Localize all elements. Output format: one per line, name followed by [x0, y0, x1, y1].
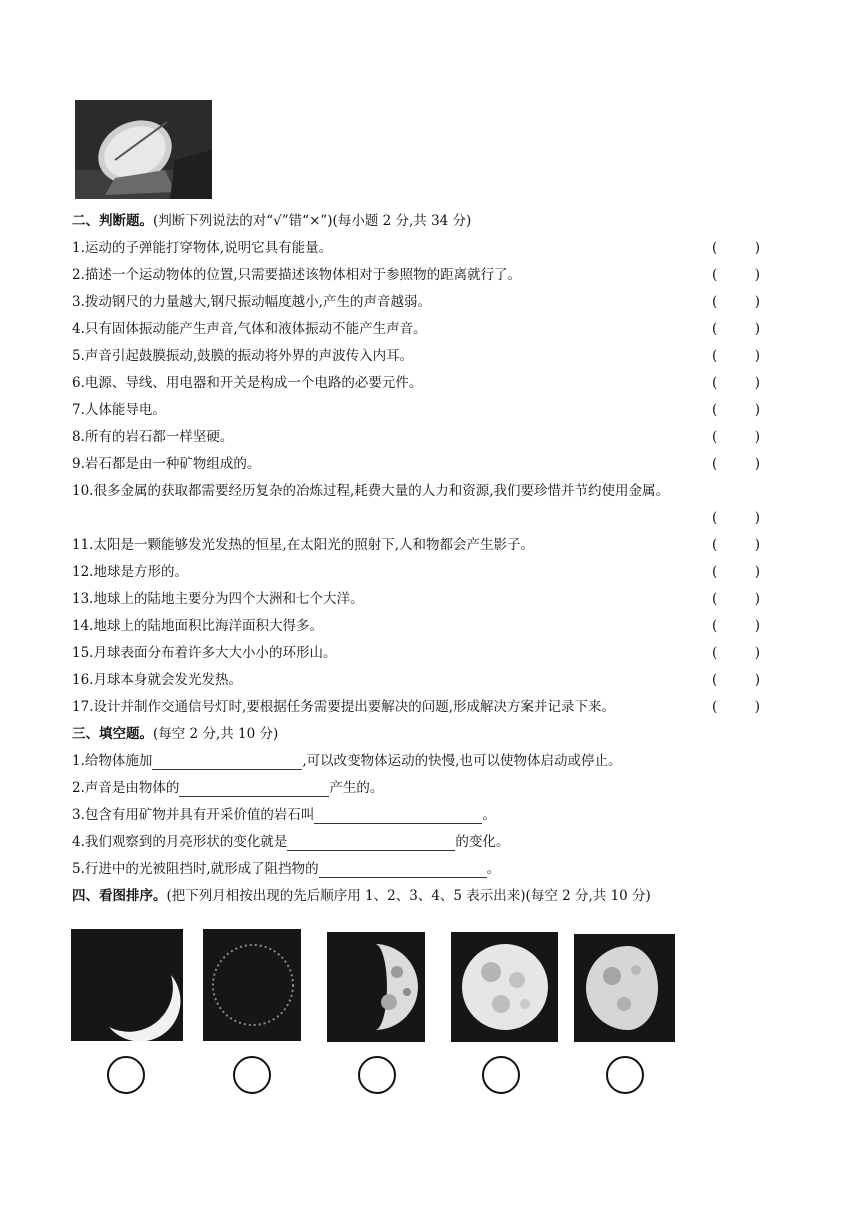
section2-heading: 二、判断题。(判断下列说法的对“√”错“×”)(每小题 2 分,共 34 分): [72, 213, 472, 229]
fill-blank-3[interactable]: [314, 809, 482, 824]
judge-item-14: 14.地球上的陆地面积比海洋面积大得多。: [72, 618, 323, 634]
judge-item-15: 15.月球表面分布着许多大大小小的环形山。: [72, 645, 337, 661]
answer-blank-12[interactable]: ( ): [712, 564, 760, 580]
fill-item-1: 1.给物体施加 ,可以改变物体运动的快慢,也可以使物体启动或停止。: [72, 753, 622, 769]
answer-blank-16[interactable]: ( ): [712, 672, 760, 688]
answer-blank-11[interactable]: ( ): [712, 537, 760, 553]
fill-item-5: 5.行进中的光被阻挡时,就形成了阻挡物的 。: [72, 861, 501, 877]
fill-blank-2[interactable]: [179, 782, 329, 797]
judge-item-8: 8.所有的岩石都一样坚硬。: [72, 429, 234, 445]
section4-heading: 四、看图排序。(把下列月相按出现的先后顺序用 1、2、3、4、5 表示出来)(每空 2 分,共 10 分): [72, 888, 651, 904]
order-circle-1[interactable]: [107, 1056, 145, 1094]
fill-blank-1[interactable]: [152, 755, 302, 770]
judge-item-2: 2.描述一个运动物体的位置,只需要描述该物体相对于参照物的距离就行了。: [72, 267, 522, 283]
judge-item-6: 6.电源、导线、用电器和开关是构成一个电路的必要元件。: [72, 375, 423, 391]
first-quarter-moon-icon: [327, 932, 425, 1042]
answer-blank-8[interactable]: ( ): [712, 429, 760, 445]
answer-blank-14[interactable]: ( ): [712, 618, 760, 634]
judge-item-7: 7.人体能导电。: [72, 402, 166, 418]
order-circle-4[interactable]: [482, 1056, 520, 1094]
answer-blank-7[interactable]: ( ): [712, 402, 760, 418]
waning-gibbous-moon-icon: [574, 934, 675, 1042]
section3-heading: 三、填空题。(每空 2 分,共 10 分): [72, 726, 279, 742]
full-moon-icon: [451, 932, 558, 1042]
judge-item-1: 1.运动的子弹能打穿物体,说明它具有能量。: [72, 240, 333, 256]
answer-blank-13[interactable]: ( ): [712, 591, 760, 607]
fill-blank-5[interactable]: [319, 863, 487, 878]
answer-blank-5[interactable]: ( ): [712, 348, 760, 364]
judge-item-5: 5.声音引起鼓膜振动,鼓膜的振动将外界的声波传入内耳。: [72, 348, 414, 364]
answer-blank-9[interactable]: ( ): [712, 456, 760, 472]
order-circle-3[interactable]: [358, 1056, 396, 1094]
answer-blank-15[interactable]: ( ): [712, 645, 760, 661]
judge-item-4: 4.只有固体振动能产生声音,气体和液体振动不能产生声音。: [72, 321, 427, 337]
answer-blank-2[interactable]: ( ): [712, 267, 760, 283]
order-circle-5[interactable]: [606, 1056, 644, 1094]
fill-item-2: 2.声音是由物体的 产生的。: [72, 780, 384, 796]
order-circle-2[interactable]: [233, 1056, 271, 1094]
answer-blank-6[interactable]: ( ): [712, 375, 760, 391]
judge-item-12: 12.地球是方形的。: [72, 564, 188, 580]
judge-item-16: 16.月球本身就会发光发热。: [72, 672, 242, 688]
answer-blank-1[interactable]: ( ): [712, 240, 760, 256]
judge-item-17: 17.设计并制作交通信号灯时,要根据任务需要提出要解决的问题,形成解决方案并记录下来。: [72, 699, 616, 715]
answer-blank-4[interactable]: ( ): [712, 321, 760, 337]
new-moon-icon: [203, 929, 301, 1041]
waxing-crescent-moon-icon: [71, 929, 183, 1041]
fill-item-4: 4.我们观察到的月亮形状的变化就是 的变化。: [72, 834, 510, 850]
judge-item-9: 9.岩石都是由一种矿物组成的。: [72, 456, 261, 472]
judge-item-10: 10.很多金属的获取都需要经历复杂的冶炼过程,耗费大量的人力和资源,我们要珍惜并节约使用金属。: [72, 483, 670, 499]
answer-blank-10[interactable]: ( ): [712, 510, 760, 526]
judge-item-13: 13.地球上的陆地主要分为四个大洲和七个大洋。: [72, 591, 364, 607]
judge-item-11: 11.太阳是一颗能够发光发热的恒星,在太阳光的照射下,人和物都会产生影子。: [72, 537, 535, 553]
fill-item-3: 3.包含有用矿物并具有开采价值的岩石叫 。: [72, 807, 496, 823]
sundial-image: [75, 100, 212, 199]
judge-item-3: 3.拨动钢尺的力量越大,钢尺振动幅度越小,产生的声音越弱。: [72, 294, 431, 310]
answer-blank-3[interactable]: ( ): [712, 294, 760, 310]
answer-blank-17[interactable]: ( ): [712, 699, 760, 715]
fill-blank-4[interactable]: [287, 836, 455, 851]
